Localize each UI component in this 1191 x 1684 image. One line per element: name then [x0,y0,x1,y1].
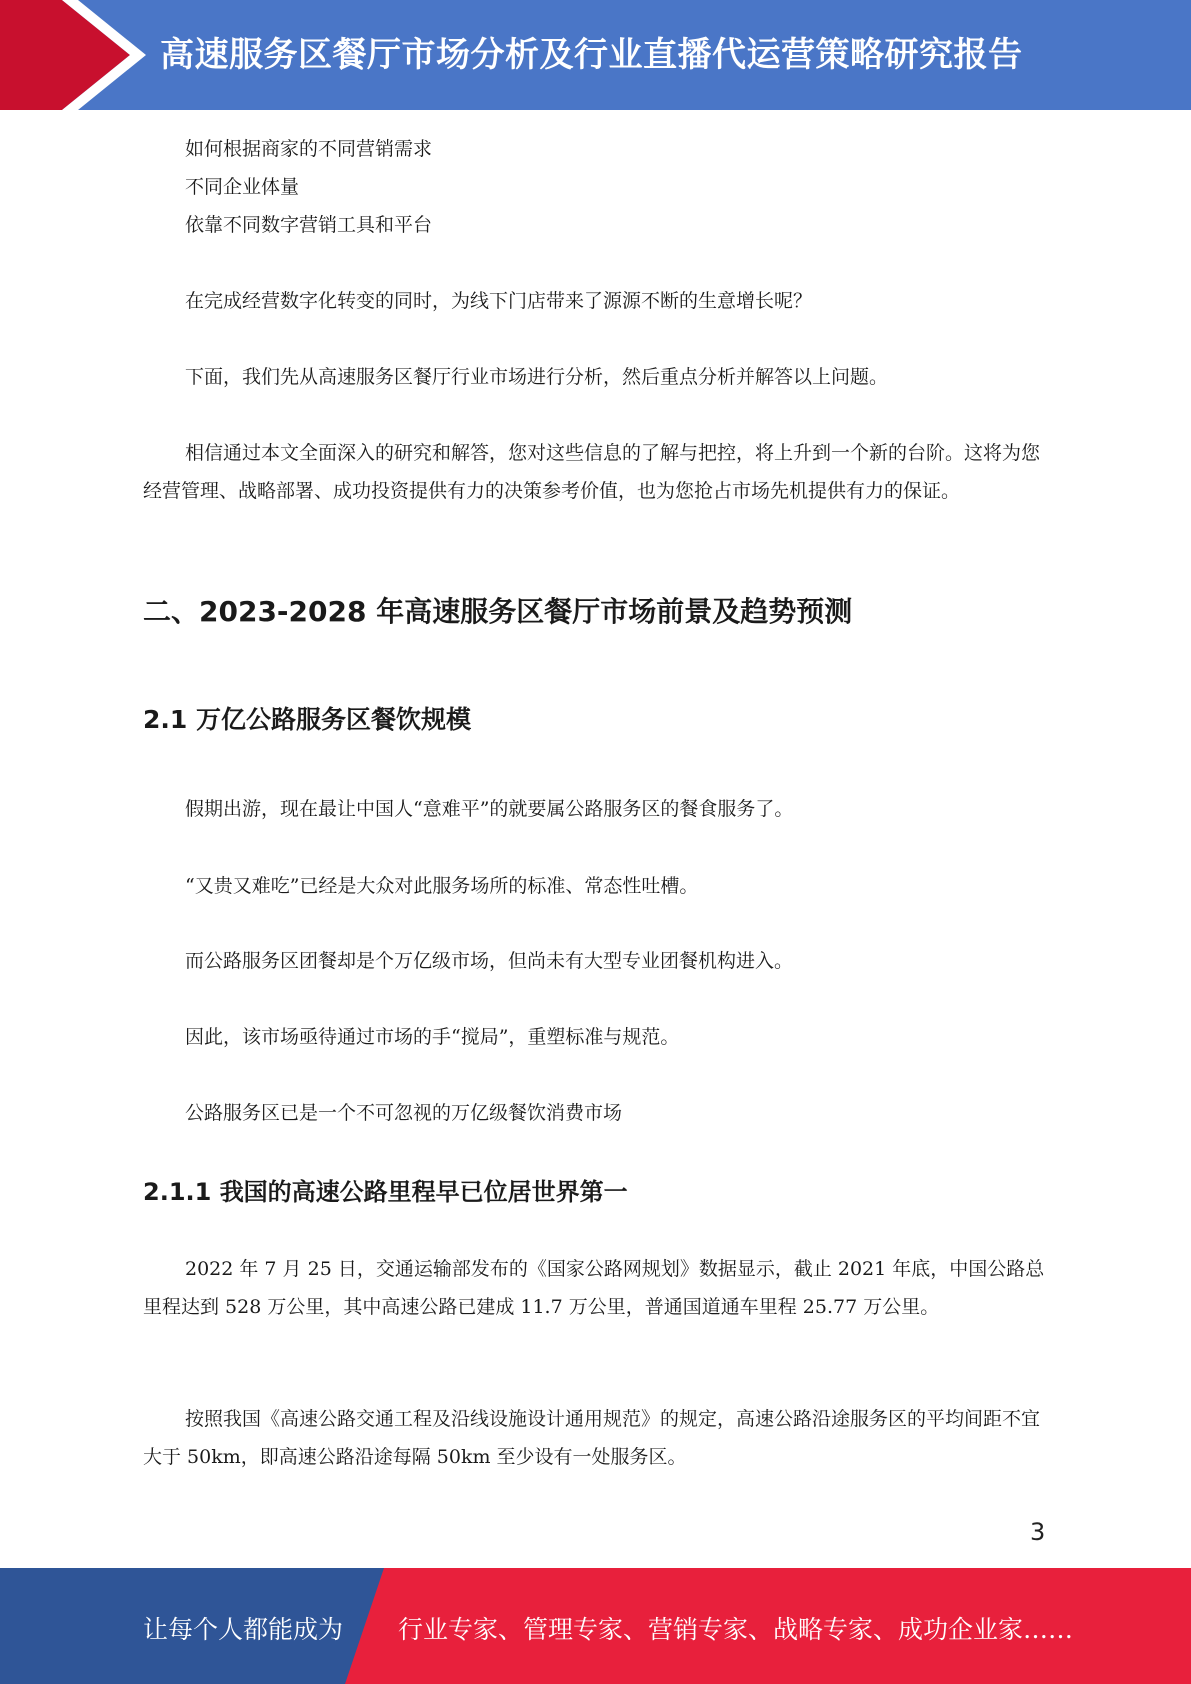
intro-paragraph: 下面，我们先从高速服务区餐厅行业市场进行分析，然后重点分析并解答以上问题。 [185,366,889,388]
body-paragraph: 假期出游，现在最让中国人“意难平”的就要属公路服务区的餐食服务了。 [185,798,794,820]
intro-section [143,130,1048,510]
intro-line: 不同企业体量 [185,176,300,198]
page-header [0,0,1191,110]
body-paragraph: 而公路服务区团餐却是个万亿级市场，但尚未有大型专业团餐机构进入。 [185,950,794,972]
subsection-heading: 2.1 万亿公路服务区餐饮规模 [143,705,471,734]
body-paragraph: 2022 年 7 月 25 日，交通运输部发布的《国家公路网规划》数据显示，截止 2021 年底，中国公路总里程达到 528 万公里，其中高速公路已建成 11.7 万公里，普通国道通车里程 25.77 万公里。 [143,1258,1045,1318]
header-title: 高速服务区餐厅市场分析及行业直播代运营策略研究报告 [160,35,1023,75]
body-paragraph: 因此，该市场亟待通过市场的手“搅局”，重塑标准与规范。 [185,1026,680,1048]
intro-paragraph: 在完成经营数字化转变的同时，为线下门店带来了源源不断的生意增长呢？ [185,290,813,312]
body-paragraph: 公路服务区已是一个不可忽视的万亿级餐饮消费市场 [185,1102,623,1124]
intro-paragraph: 相信通过本文全面深入的研究和解答，您对这些信息的了解与把控，将上升到一个新的台阶。这将为您经营管理、战略部署、成功投资提供有力的决策参考价值，也为您抢占市场先机提供有力的保证。 [143,442,1041,502]
footer-slogan-right: 行业专家、管理专家、营销专家、战略专家、成功企业家…… [398,1615,1074,1644]
section-heading: 二、2023-2028 年高速服务区餐厅市场前景及趋势预测 [143,595,853,628]
intro-line: 依靠不同数字营销工具和平台 [185,214,433,236]
subsubsection-heading: 2.1.1 我国的高速公路里程早已位居世界第一 [143,1178,628,1206]
body-paragraph: “又贵又难吃”已经是大众对此服务场所的标准、常态性吐槽。 [185,875,699,897]
page-footer [0,1568,1191,1684]
intro-line: 如何根据商家的不同营销需求 [185,138,433,160]
footer-slogan-left: 让每个人都能成为 [143,1615,344,1644]
header-arrow-decoration [0,0,160,110]
body-paragraph: 按照我国《高速公路交通工程及沿线设施设计通用规范》的规定，高速公路沿途服务区的平均间距不宜大于 50km，即高速公路沿途每隔 50km 至少设有一处服务区。 [143,1408,1041,1468]
page-number: 3 [1030,1518,1046,1546]
